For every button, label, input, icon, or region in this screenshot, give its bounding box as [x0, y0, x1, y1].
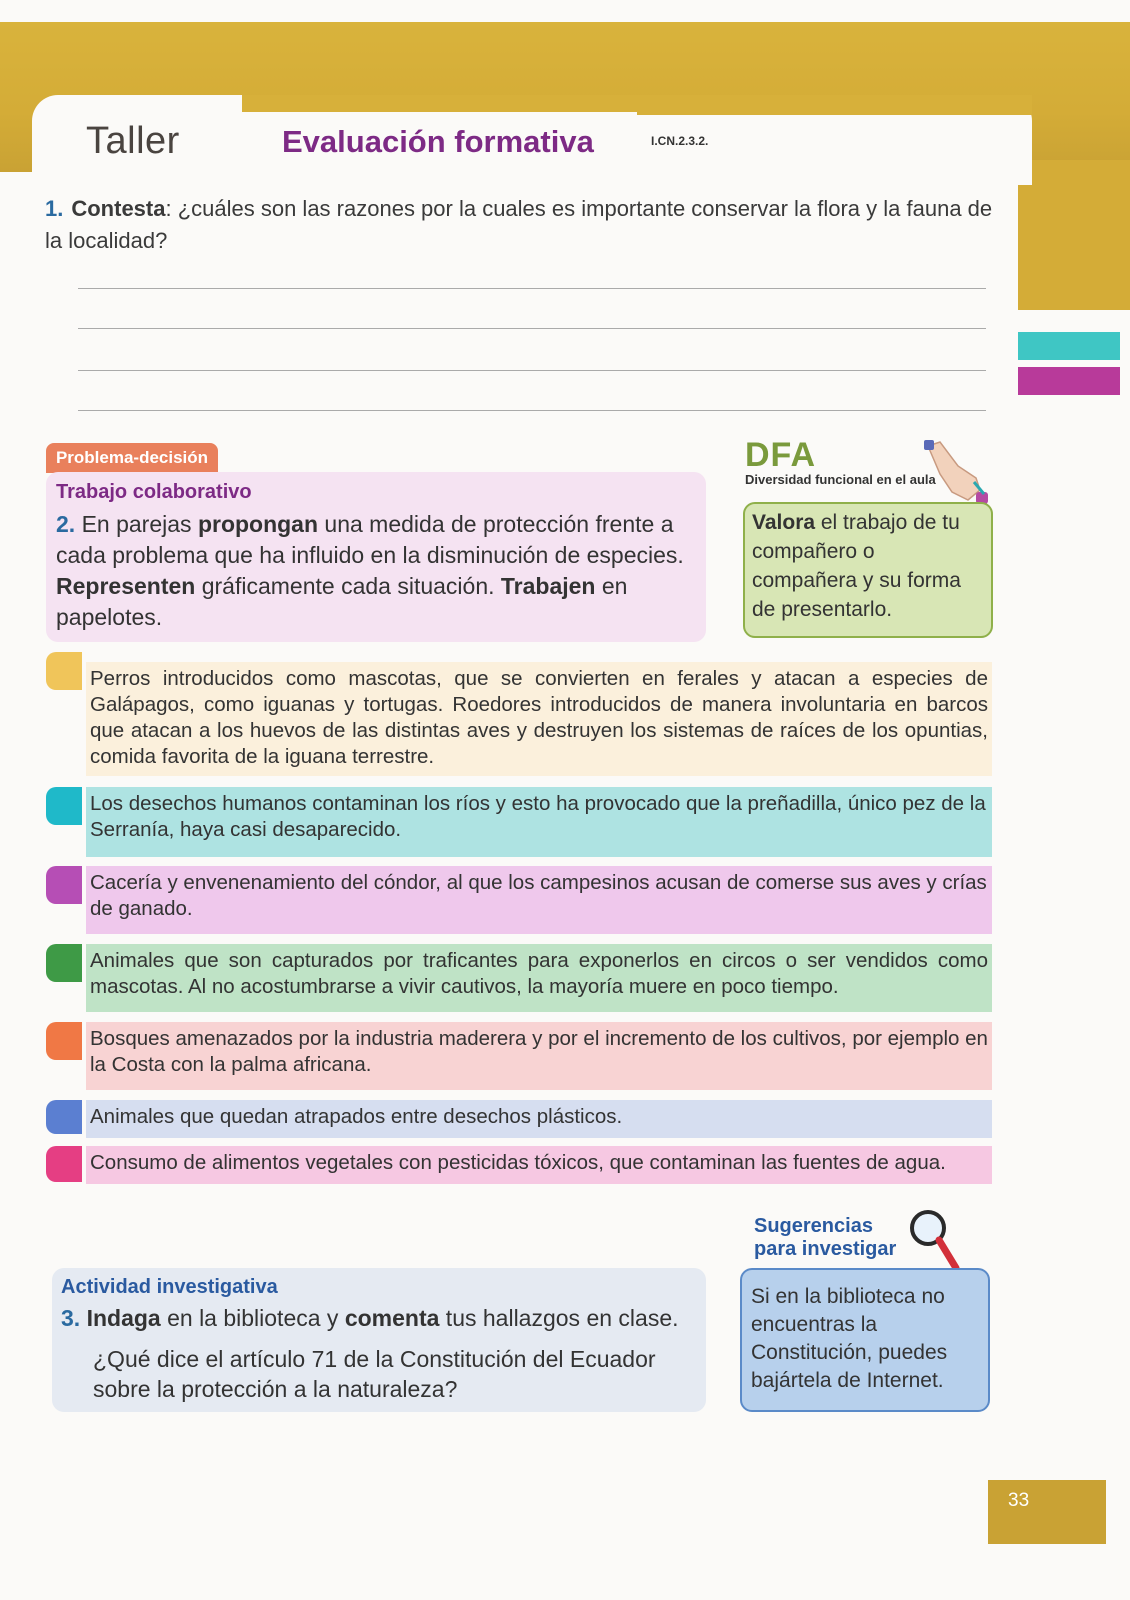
answer-line[interactable] [78, 288, 986, 289]
question-number: 3. [61, 1305, 81, 1331]
question-1 [45, 193, 995, 257]
text-run: En parejas [81, 511, 198, 537]
answer-line[interactable] [78, 370, 986, 371]
marker-orange [46, 1022, 82, 1060]
problem-item: Animales que quedan atrapados entre desechos plásticos. [86, 1100, 992, 1138]
answer-line[interactable] [78, 410, 986, 411]
question-text: : ¿cuáles son las razones por la cuales es importante conservar la flora y la fauna de la localidad? [45, 196, 993, 253]
text-run: el trabajo de tu compañero o compañera y su forma de presentarlo. [752, 511, 961, 621]
question-number: 1. [45, 196, 64, 221]
suggestions-text: Si en la biblioteca no encuentras la Constitución, puedes bajártela de Internet. [751, 1285, 948, 1392]
question-number: 2. [56, 511, 76, 537]
side-tab-cyan [1018, 332, 1120, 360]
problem-item: Consumo de alimentos vegetales con pesticidas tóxicos, que contaminan las fuentes de agua. [86, 1146, 992, 1184]
problem-decision-badge: Problema-decisión [46, 443, 218, 473]
text-bold: Indaga [86, 1305, 161, 1331]
question-3 [61, 1303, 701, 1334]
question-3-prompt: ¿Qué dice el artículo 71 de la Constitución del Ecuador sobre la protección a la naturaleza? [93, 1346, 656, 1402]
page-number: 33 [1008, 1490, 1030, 1511]
problem-item: Animales que son capturados por traficantes para exponerlos en circos o ser vendidos como mascotas. Al no acostumbrarse a vivir cautivos, la mayoría muere en poco tiempo. [86, 944, 992, 1012]
suggestions-title-line: para investigar [754, 1238, 897, 1260]
dfa-text [752, 508, 984, 624]
text-bold: Trabajen [500, 573, 596, 599]
page-title: Evaluación formativa [282, 124, 594, 159]
text-run: en papelotes. [56, 573, 628, 630]
marker-yellow [46, 652, 82, 690]
dfa-title: DFA [745, 436, 816, 474]
section-label: Taller [86, 120, 180, 162]
suggestions-title [754, 1215, 896, 1261]
marker-blue [46, 1100, 82, 1134]
text-bold: comenta [344, 1305, 440, 1331]
side-tab-magenta [1018, 367, 1120, 395]
dfa-subtitle: Diversidad funcional en el aula [745, 472, 936, 487]
marker-cyan [46, 787, 82, 825]
problem-item: Cacería y envenenamiento del cóndor, al que los campesinos acusan de comerse sus aves y crías de ganado. [86, 866, 992, 934]
marker-purple [46, 866, 82, 904]
problem-item: Perros introducidos como mascotas, que se convierten en ferales y atacan a especies de Galápagos, como iguanas y tortugas. Roedores introducidos de manera involuntaria en barcos que atacan a los huevos de las distintas aves y destruyen los sistemas de raíces de los opuntias, comida favorita de la iguana terrestre. [86, 662, 992, 776]
text-run: en la biblioteca y [160, 1305, 345, 1331]
marker-green [46, 944, 82, 982]
marker-pink [46, 1146, 82, 1182]
text-run: gráficamente cada situación. [195, 573, 501, 599]
collaborative-title: Trabajo colaborativo [56, 481, 252, 503]
text-run: una medida de protección frente a cada problema que ha influido en la disminución de especies. [56, 511, 684, 568]
suggestions-title-line: Sugerencias [754, 1215, 873, 1237]
page-number-box [988, 1480, 1106, 1544]
problem-item: Bosques amenazados por la industria maderera y por el incremento de los cultivos, por ejemplo en la Costa con la palma africana. [86, 1022, 992, 1090]
question-2 [56, 509, 686, 633]
question-lead: Contesta [71, 196, 166, 221]
answer-line[interactable] [78, 328, 986, 329]
side-band [1018, 160, 1130, 310]
text-bold: Valora [752, 511, 816, 534]
problem-item: Los desechos humanos contaminan los ríos y esto ha provocado que la preñadilla, único pez de la Serranía, haya casi desaparecido. [86, 787, 992, 857]
investigation-title: Actividad investigativa [61, 1276, 278, 1298]
text-run: tus hallazgos en clase. [439, 1305, 679, 1331]
text-bold: propongan [197, 511, 319, 537]
indicator-code: I.CN.2.3.2. [651, 134, 709, 148]
text-bold: Representen [56, 573, 196, 599]
